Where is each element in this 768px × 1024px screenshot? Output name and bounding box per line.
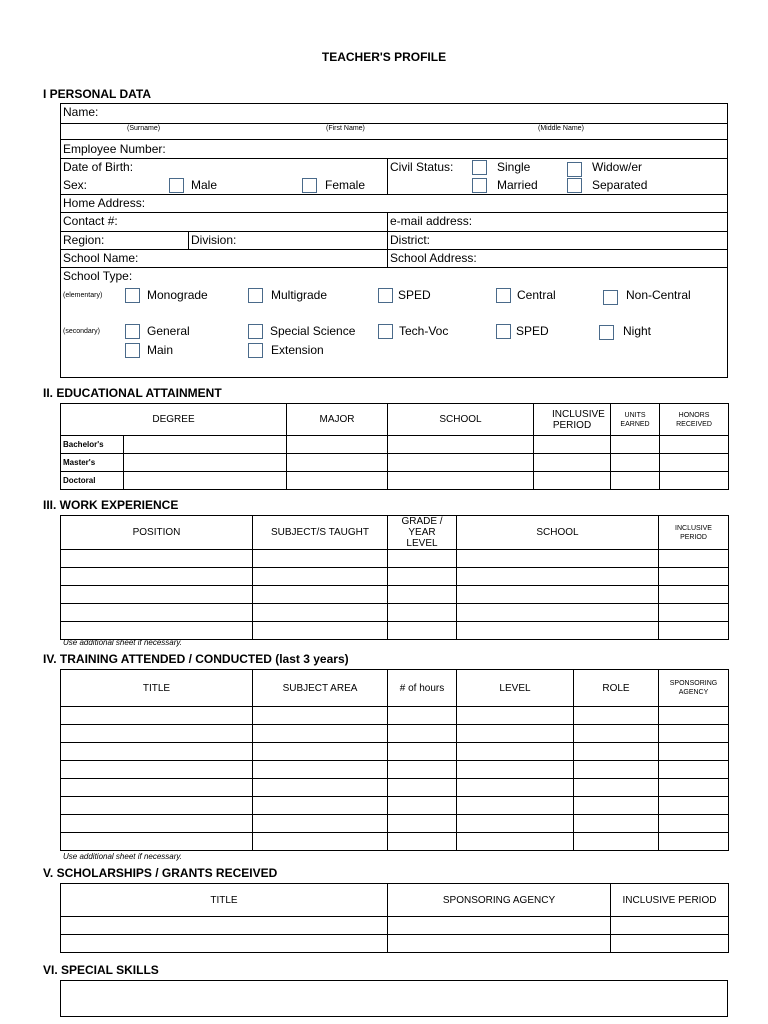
column-header: INCLUSIVE PERIOD [611,884,729,917]
table-cell[interactable] [388,436,534,454]
work-heading: III. WORK EXPERIENCE [43,498,179,512]
table-cell[interactable] [61,725,253,743]
education-table [60,403,729,490]
table-row [61,454,729,472]
civil-status-label: Civil Status: [390,160,454,174]
divider [60,249,728,250]
table-cell[interactable] [659,586,729,604]
table-cell[interactable] [61,779,253,797]
non-central-label: Non-Central [626,288,691,302]
table-cell[interactable] [659,622,729,640]
table-cell[interactable] [61,622,253,640]
table-cell[interactable] [659,761,729,779]
tech-voc-label: Tech-Voc [399,324,449,338]
table-cell[interactable] [388,550,457,568]
table-row [61,436,729,454]
home-address-label: Home Address: [63,196,146,210]
night-label: Night [623,324,652,338]
table-cell[interactable] [659,833,729,851]
row-label: Master's [61,454,124,472]
table-row [61,604,729,622]
column-header: TITLE [61,884,388,917]
table-cell[interactable] [659,604,729,622]
table-cell[interactable] [61,815,253,833]
table-cell[interactable] [457,622,659,640]
table-cell[interactable] [574,761,659,779]
table-cell[interactable] [253,761,388,779]
table-cell[interactable] [61,743,253,761]
column-header: ROLE [574,670,659,707]
table-cell[interactable] [61,707,253,725]
table-cell[interactable] [457,797,574,815]
school-name-label: School Name: [63,251,139,265]
divider [60,267,728,268]
table-cell[interactable] [660,454,729,472]
table-cell[interactable] [659,815,729,833]
table-cell[interactable] [287,436,388,454]
table-cell[interactable] [457,815,574,833]
table-cell[interactable] [287,454,388,472]
training-note: Use additional sheet if necessary. [63,852,183,861]
table-cell[interactable] [659,743,729,761]
column-header: LEVEL [457,670,574,707]
table-cell[interactable] [61,761,253,779]
table-row [61,761,729,779]
table-cell[interactable] [388,454,534,472]
general-label: General [147,324,190,338]
widow-checkbox[interactable] [567,162,582,177]
table-cell[interactable] [574,707,659,725]
table-cell[interactable] [61,833,253,851]
table-cell[interactable] [457,833,574,851]
sped-elementary-checkbox[interactable] [378,288,393,303]
table-cell[interactable] [388,586,457,604]
divider [387,158,388,194]
table-row [61,550,729,568]
column-header: MAJOR [287,404,388,436]
education-heading: II. EDUCATIONAL ATTAINMENT [43,386,222,400]
table-row [61,707,729,725]
divider [60,139,728,140]
column-header: UNITS EARNED [611,404,660,436]
table-cell[interactable] [253,743,388,761]
table-cell[interactable] [659,725,729,743]
employee-number-label: Employee Number: [63,142,166,156]
column-header: SPONSORING AGENCY [659,670,729,707]
divider [188,231,189,249]
table-cell[interactable] [388,935,611,953]
column-header: INCLUSIVE PERIOD [534,404,611,436]
table-cell[interactable] [253,815,388,833]
table-row [61,725,729,743]
table-cell[interactable] [611,935,729,953]
table-row [61,779,729,797]
column-header: SCHOOL [388,404,534,436]
table-cell[interactable] [388,815,457,833]
table-cell[interactable] [574,833,659,851]
table-cell[interactable] [659,550,729,568]
table-cell[interactable] [253,550,388,568]
table-cell[interactable] [457,707,574,725]
divider [60,231,728,232]
monograde-checkbox[interactable] [125,288,140,303]
table-cell[interactable] [253,797,388,815]
table-cell[interactable] [253,604,388,622]
table-cell[interactable] [253,833,388,851]
table-cell[interactable] [253,568,388,586]
column-header: INCLUSIVE PERIOD [659,516,729,550]
table-row [61,743,729,761]
table-cell[interactable] [253,622,388,640]
column-header: HONORS RECEIVED [660,404,729,436]
table-row [61,815,729,833]
table-cell[interactable] [457,604,659,622]
table-cell[interactable] [388,568,457,586]
night-checkbox[interactable] [599,325,614,340]
divider [60,158,728,159]
table-cell[interactable] [61,568,253,586]
main-checkbox[interactable] [125,343,140,358]
scholarships-table [60,883,729,953]
special-skills-field[interactable] [60,980,728,1017]
single-label: Single [497,160,531,174]
column-header: SPONSORING AGENCY [388,884,611,917]
multigrade-checkbox[interactable] [248,288,263,303]
table-cell[interactable] [659,568,729,586]
table-cell[interactable] [659,779,729,797]
surname-caption: (Surname) [127,125,161,132]
divider [60,123,728,124]
district-label: District: [390,233,430,247]
table-cell[interactable] [388,779,457,797]
table-cell[interactable] [388,725,457,743]
contact-label: Contact #: [63,214,118,228]
divider [387,212,388,267]
table-row [61,586,729,604]
region-label: Region: [63,233,105,247]
table-cell[interactable] [124,454,287,472]
column-header: # of hours [388,670,457,707]
male-checkbox[interactable] [169,178,184,193]
table-cell[interactable] [534,454,611,472]
table-cell[interactable] [124,472,287,490]
special-science-checkbox[interactable] [248,324,263,339]
table-cell[interactable] [574,797,659,815]
table-cell[interactable] [253,779,388,797]
non-central-checkbox[interactable] [603,290,618,305]
training-table [60,669,729,851]
secondary-caption: (secondary) [63,328,100,335]
table-cell[interactable] [61,917,388,935]
column-header: POSITION [61,516,253,550]
male-label: Male [191,178,218,192]
row-label: Doctoral [61,472,124,490]
table-cell[interactable] [611,472,660,490]
table-row [61,833,729,851]
general-checkbox[interactable] [125,324,140,339]
school-type-label: School Type: [63,269,133,283]
table-cell[interactable] [457,586,659,604]
single-checkbox[interactable] [472,160,487,175]
multigrade-label: Multigrade [271,288,328,302]
table-cell[interactable] [457,550,659,568]
table-cell[interactable] [457,568,659,586]
table-cell[interactable] [457,743,574,761]
column-header: DEGREE [61,404,287,436]
main-label: Main [147,343,174,357]
personal-data-heading: I PERSONAL DATA [43,87,152,101]
column-header: GRADE / YEAR LEVEL [388,516,457,550]
table-row [61,797,729,815]
table-cell[interactable] [457,761,574,779]
work-table [60,515,729,640]
table-cell[interactable] [534,472,611,490]
sped-secondary-checkbox[interactable] [496,324,511,339]
table-cell[interactable] [61,797,253,815]
name-label: Name: [63,105,99,119]
table-cell[interactable] [660,436,729,454]
column-header: SCHOOL [457,516,659,550]
table-cell[interactable] [124,436,287,454]
form-title: TEACHER'S PROFILE [321,50,447,64]
table-cell[interactable] [660,472,729,490]
column-header: TITLE [61,670,253,707]
table-cell[interactable] [253,725,388,743]
extension-checkbox[interactable] [248,343,263,358]
table-cell[interactable] [388,622,457,640]
married-checkbox[interactable] [472,178,487,193]
training-heading: IV. TRAINING ATTENDED / CONDUCTED (last 3 years) [43,652,349,666]
table-cell[interactable] [457,779,574,797]
table-cell[interactable] [61,550,253,568]
female-checkbox[interactable] [302,178,317,193]
sped-secondary-label: SPED [516,324,549,338]
table-cell[interactable] [611,454,660,472]
dob-label: Date of Birth: [63,160,134,174]
table-cell[interactable] [388,604,457,622]
central-checkbox[interactable] [496,288,511,303]
table-cell[interactable] [61,935,388,953]
email-label: e-mail address: [390,214,473,228]
table-cell[interactable] [61,586,253,604]
sex-label: Sex: [63,178,88,192]
table-cell[interactable] [534,436,611,454]
column-header: SUBJECT/S TAUGHT [253,516,388,550]
divider [60,194,728,195]
special-science-label: Special Science [270,324,356,338]
first-name-caption: (First Name) [326,125,365,132]
table-cell[interactable] [659,707,729,725]
sped-elementary-label: SPED [398,288,431,302]
scholarships-heading: V. SCHOLARSHIPS / GRANTS RECEIVED [43,866,278,880]
table-row [61,917,729,935]
table-cell[interactable] [574,815,659,833]
table-cell[interactable] [287,472,388,490]
table-cell[interactable] [388,743,457,761]
middle-name-caption: (Middle Name) [538,125,584,132]
table-cell[interactable] [388,472,534,490]
table-cell[interactable] [388,761,457,779]
table-cell[interactable] [574,725,659,743]
table-cell[interactable] [611,917,729,935]
female-label: Female [325,178,366,192]
table-cell[interactable] [574,743,659,761]
widow-label: Widow/er [592,160,643,174]
table-cell[interactable] [388,917,611,935]
work-note: Use additional sheet if necessary. [63,638,183,647]
divider [60,212,728,213]
table-cell[interactable] [611,436,660,454]
row-label: Bachelor's [61,436,124,454]
school-address-label: School Address: [390,251,477,265]
division-label: Division: [191,233,237,247]
table-cell[interactable] [388,797,457,815]
table-cell[interactable] [253,707,388,725]
central-label: Central [517,288,556,302]
table-cell[interactable] [253,586,388,604]
table-row [61,472,729,490]
skills-heading: VI. SPECIAL SKILLS [43,963,159,977]
column-header: SUBJECT AREA [253,670,388,707]
monograde-label: Monograde [147,288,208,302]
table-cell[interactable] [388,833,457,851]
tech-voc-checkbox[interactable] [378,324,393,339]
separated-label: Separated [592,178,648,192]
separated-checkbox[interactable] [567,178,582,193]
table-cell[interactable] [659,797,729,815]
table-row [61,622,729,640]
table-cell[interactable] [574,779,659,797]
table-row [61,935,729,953]
table-cell[interactable] [61,604,253,622]
table-cell[interactable] [388,707,457,725]
extension-label: Extension [271,343,324,357]
table-row [61,568,729,586]
table-cell[interactable] [457,725,574,743]
elementary-caption: (elementary) [63,292,103,299]
married-label: Married [497,178,538,192]
